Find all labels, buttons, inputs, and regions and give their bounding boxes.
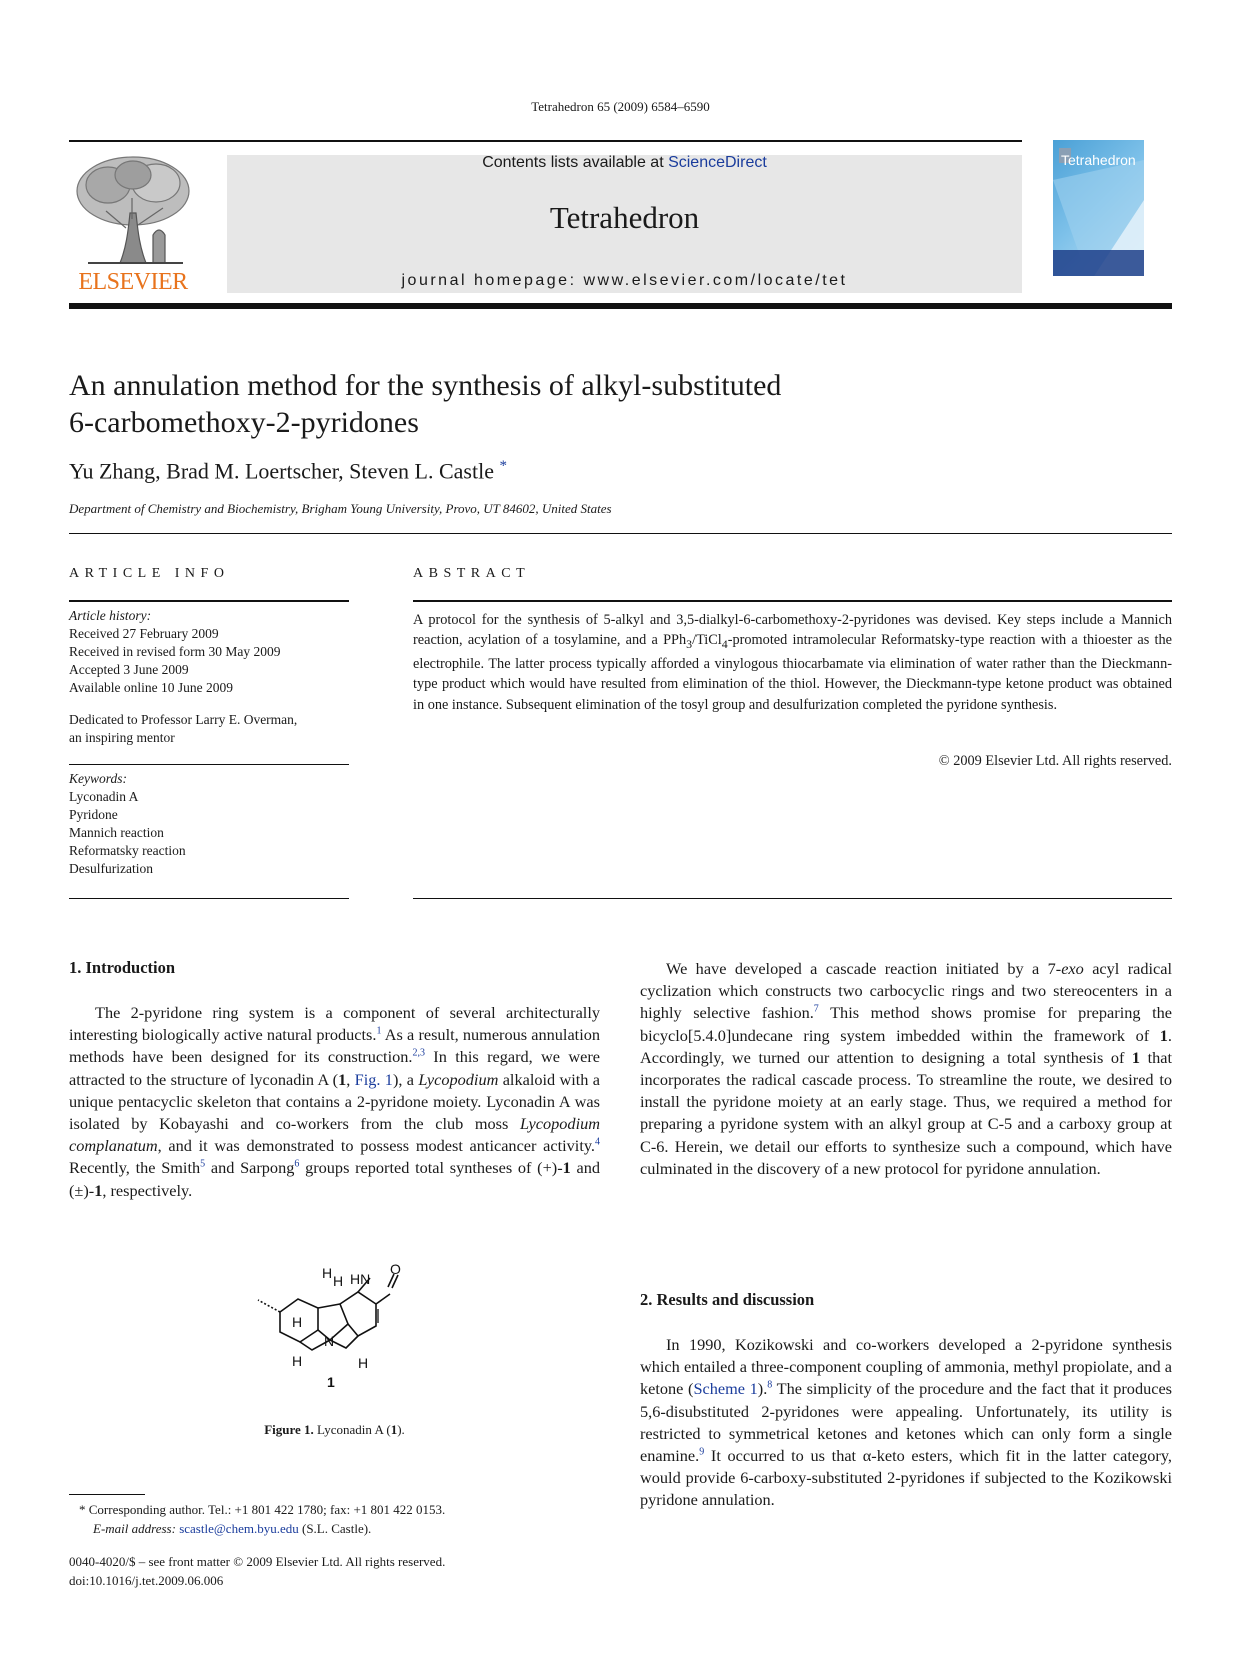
atom-hn: HN: [350, 1271, 371, 1287]
header-top-rule: [69, 140, 1022, 142]
authors-names: Yu Zhang, Brad M. Loertscher, Steven L. Castle: [69, 458, 494, 484]
results-paragraph: [640, 1334, 1172, 1512]
atom-h: H: [292, 1353, 303, 1369]
abstract-text: A protocol for the synthesis of 5-alkyl and 3,5-dialkyl-6-carbomethoxy-2-pyridones was devised. Key steps include a Mannich reaction, acylation of a tosylamine, and a PPh$_3$/TiCl$_4$-promoted intramolecular Reformatsky-type reaction with a thioester as the electrophile. The latter process typically afforded a vinylogous thiocarbamate via elimination of water rather than the Dieckmann-type product which would have resulted from elimination of the thiol. However, the Dieckmann-type ketone product was obtained in one instance. Subsequent elimination of the tosyl group and desulfurization completed the pyridone synthesis.: [413, 612, 1173, 713]
email-link[interactable]: scastle@chem.byu.edu: [179, 1521, 299, 1536]
title-separator-rule: [69, 533, 1172, 534]
abstract-heading: ABSTRACT: [413, 566, 531, 581]
keyword-item: Lyconadin A: [69, 789, 139, 804]
ref-7-link[interactable]: 7: [813, 1003, 819, 1015]
dedication-line-1: Dedicated to Professor Larry E. Overman,: [69, 712, 298, 727]
article-title: [69, 367, 969, 441]
contents-prefix: Contents lists available at: [482, 154, 669, 171]
ref-2-3-link[interactable]: 2,3: [412, 1047, 425, 1059]
ref-4-link[interactable]: 4: [595, 1136, 600, 1148]
history-label: Article history:: [69, 608, 152, 623]
figure-1-link[interactable]: Fig. 1: [354, 1069, 393, 1089]
dedication-line-2: an inspiring mentor: [69, 730, 175, 745]
corresponding-author-note: * Corresponding author. Tel.: +1 801 422 1780; fax: +1 801 422 0153.: [79, 1502, 446, 1517]
abstract-rule: [413, 600, 1172, 602]
atom-h: H: [322, 1265, 333, 1281]
keyword-item: Mannich reaction: [69, 825, 164, 840]
figure-1-caption: Figure 1. Lyconadin A (1).: [264, 1422, 405, 1437]
journal-homepage-link[interactable]: journal homepage: www.elsevier.com/locate/tet: [401, 272, 848, 289]
atom-o: O: [390, 1264, 401, 1277]
article-info-heading: ARTICLE INFO: [69, 566, 230, 581]
intro-text-2: We have developed a cascade reaction initiated by a 7-exo acyl radical cyclization which constructs two carbocyclic rings and two stereocenters in a highly selective fashion.$^7$ This method shows promise for preparing the bicyclo[5.4.0]undecane ring system imbedded within the framework of 1. Accordingly, we turned our attention to designing a total synthesis of 1 that incorporates the radical cascade process. To streamline the route, we desired to install the pyridone moiety at an early stage. Thus, we required a method for preparing a pyridone system with an alkyl group at C-5 and a carboxy group at C-6. Herein, we detail our efforts to synthesize such a compound, which have culminated in the discovery of a new protocol for pyridone annulation.: [640, 959, 1173, 1178]
front-matter: [69, 1552, 609, 1590]
footnote: [69, 1500, 609, 1538]
journal-title: Tetrahedron: [549, 200, 700, 235]
history-online: Available online 10 June 2009: [69, 680, 233, 695]
abstract-bottom-rule: [413, 898, 1172, 899]
atom-h: H: [292, 1314, 303, 1330]
atom-n: N: [324, 1333, 335, 1349]
keyword-item: Pyridone: [69, 807, 118, 822]
intro-paragraph-2: [640, 958, 1172, 1180]
intro-paragraph: [69, 1002, 600, 1202]
elsevier-wordmark[interactable]: ELSEVIER: [78, 269, 188, 295]
scheme-1-link[interactable]: Scheme 1: [693, 1379, 758, 1399]
compound-number: 1: [327, 1374, 335, 1390]
cover-journal-title: Tetrahedron: [1061, 152, 1136, 168]
author-list: [69, 458, 507, 484]
keywords-block: [69, 770, 359, 878]
footnote-rule: [69, 1494, 145, 1495]
ref-5-link[interactable]: 5: [200, 1159, 206, 1170]
history-accepted: Accepted 3 June 2009: [69, 662, 189, 677]
ref-1-link[interactable]: 1: [376, 1025, 382, 1037]
issn-line: 0040-4020/$ – see front matter © 2009 Elsevier Ltd. All rights reserved.: [69, 1554, 446, 1569]
keywords-label: Keywords:: [69, 771, 127, 786]
contents-available-line: [227, 154, 1022, 172]
header-thick-rule: [69, 303, 1172, 309]
section-1-heading: 1. Introduction: [69, 958, 176, 977]
keyword-item: Reformatsky reaction: [69, 843, 186, 858]
corresponding-author-link[interactable]: *: [499, 458, 507, 474]
title-line-2: 6-carbomethoxy-2-pyridones: [69, 406, 419, 439]
section-2-heading: 2. Results and discussion: [640, 1290, 815, 1309]
abstract-copyright: © 2009 Elsevier Ltd. All rights reserved.: [938, 753, 1172, 769]
atom-h: H: [333, 1273, 344, 1289]
lyconadin-structure: [250, 1264, 420, 1394]
title-line-1: An annulation method for the synthesis of alkyl-substituted: [69, 369, 782, 402]
article-info-bottom-rule: [69, 898, 349, 899]
article-info-rule: [69, 600, 349, 602]
ref-6-link[interactable]: 6: [294, 1159, 300, 1170]
affiliation: Department of Chemistry and Biochemistry, Brigham Young University, Provo, UT 84602, United States: [69, 501, 612, 516]
caption-label: Figure 1.: [264, 1422, 314, 1437]
doi-line[interactable]: doi:10.1016/j.tet.2009.06.006: [69, 1573, 224, 1588]
journal-citation: Tetrahedron 65 (2009) 6584–6590: [531, 99, 710, 114]
history-revised: Received in revised form 30 May 2009: [69, 644, 281, 659]
elsevier-tree-icon: [68, 153, 198, 273]
email-line: E-mail address: scastle@chem.byu.edu (S.L. Castle).: [93, 1521, 372, 1536]
history-received: Received 27 February 2009: [69, 626, 219, 641]
intro-text: The 2-pyridone ring system is a component of several architecturally interesting biologically active natural products.$^1$ As a result, numerous annulation methods have been designed for its construction.$^{2,3}$ In this regard, we were attracted to the structure of lyconadin A (1, Fig. 1), a Lycopodium alkaloid with a unique pentacyclic skeleton that contains a 2-pyridone moiety. Lyconadin A was isolated by Kobayashi and co-workers from the club moss Lycopodium complanatum, and it was demonstrated to possess modest anticancer activity.$^4$ Recently, the Smith$^5$ and Sarpong$^6$ groups reported total syntheses of (+)-1 and (±)-1, respectively.: [69, 1003, 601, 1200]
keyword-item: Desulfurization: [69, 861, 153, 876]
results-text: In 1990, Kozikowski and co-workers developed a 2-pyridone synthesis which entailed a three-component coupling of ammonia, methyl propiolate, and a ketone (Scheme 1).$^8$ The simplicity of the procedure and the fact that it produces 5,6-disubstituted 2-pyridones were appealing. Unfortunately, its utility is restricted to symmetrical ketones and ketones which can only form a single enamine.$^9$ It occurred to us that α-keto esters, which fit in the latter category, would provide 6-carboxy-substituted 2-pyridones if subjected to the Kozikowski pyridone annulation.: [640, 1335, 1173, 1510]
keywords-rule: [69, 764, 349, 765]
figure-1-structure: [250, 1264, 420, 1394]
ref-9-link[interactable]: 9: [699, 1446, 705, 1458]
sciencedirect-link[interactable]: ScienceDirect: [668, 154, 767, 171]
atom-h: H: [358, 1355, 369, 1371]
article-history: [69, 607, 359, 697]
dedication: [69, 711, 359, 747]
ref-8-link[interactable]: 8: [767, 1379, 773, 1391]
